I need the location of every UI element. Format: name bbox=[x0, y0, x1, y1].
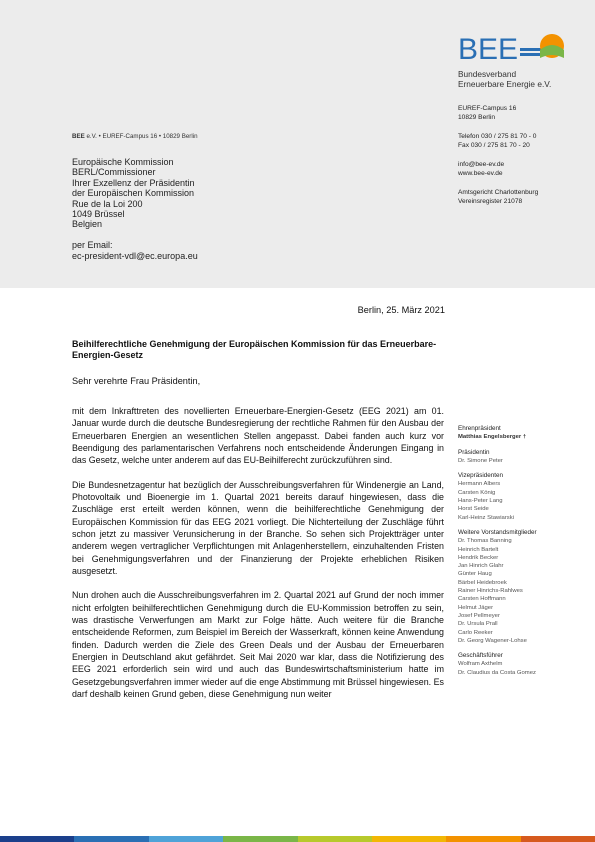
sender-line bbox=[72, 133, 198, 140]
recipient-line: Europäische Kommission bbox=[72, 157, 174, 167]
honorary-president-group bbox=[458, 425, 588, 442]
contact-phones bbox=[458, 132, 538, 151]
body-paragraph: Die Bundesnetzagentur hat bezüglich der Ausschreibungsverfahren für Windenergie an Land, Photovoltaik und Bioenergie im 1. Quartal 2021 bereits darauf hingewiesen, dass die Zuschläge erst erteilt werden können, wenn die beihilferechtliche Genehmigung der Europäischen Kommission für das EEG 2021 vorliegt. Die Nichterteilung der Zuschläge führt schon jetzt zu massiver Verunsicherung in der Branche. So sehen sich Projektträger unter anderem wegen vertraglicher Verpflichtungen mit Anlagenherstellern, einzuhaltenden Fristen bei Genehmigungsverfahren und der Finanzierung der Projekte erheblichen Risiken ausgesetzt. bbox=[72, 479, 444, 576]
sidebar-name: Josef Pellmeyer bbox=[458, 612, 500, 619]
contact-address bbox=[458, 104, 538, 123]
contact-address-line: EUREF-Campus 16 bbox=[458, 105, 517, 112]
recipient-line: 1049 Brüssel bbox=[72, 209, 125, 220]
sidebar-name: Dr. Simone Peter bbox=[458, 457, 503, 464]
president-group bbox=[458, 449, 588, 466]
sidebar-name: Jan Hinrich Glahr bbox=[458, 563, 504, 570]
board-sidebar bbox=[458, 425, 588, 684]
sender-address: e.V. • EUREF-Campus 16 • 10829 Berlin bbox=[84, 133, 198, 140]
logo-letters: BEE bbox=[458, 33, 519, 64]
contact-website-link[interactable]: www.bee-ev.de bbox=[458, 170, 503, 178]
color-bar-segment bbox=[521, 836, 595, 842]
sidebar-heading: Weitere Vorstandsmitglieder bbox=[458, 528, 537, 536]
contact-phone: Telefon 030 / 275 81 70 - 0 bbox=[458, 132, 537, 140]
recipient-line: Belgien bbox=[72, 219, 103, 230]
sidebar-heading: Geschäftsführer bbox=[458, 652, 503, 660]
sidebar-name: Carlo Reeker bbox=[458, 629, 493, 636]
sidebar-name: Carsten Hoffmann bbox=[458, 596, 506, 603]
sidebar-name: Dr. Georg Wagener-Lohse bbox=[458, 637, 527, 644]
recipient-line: Rue de la Loi 200 bbox=[72, 198, 143, 209]
color-bar-segment bbox=[372, 836, 446, 842]
recipient-line: BERL/Commissioner bbox=[72, 167, 156, 178]
contact-fax: Fax 030 / 275 81 70 - 20 bbox=[458, 142, 530, 150]
sidebar-name: Carsten König bbox=[458, 489, 496, 496]
bee-logo bbox=[458, 30, 570, 110]
sidebar-name: Rainer Hinrichs-Rahlwes bbox=[458, 588, 523, 595]
sidebar-name: Günter Haug bbox=[458, 571, 492, 578]
color-bar-segment bbox=[74, 836, 148, 842]
letter-date: Berlin, 25. März 2021 bbox=[357, 305, 445, 315]
contact-register bbox=[458, 188, 538, 207]
logo-text-line-2: Erneuerbare Energie e.V. bbox=[458, 79, 552, 89]
bee-logo-mark bbox=[458, 30, 570, 64]
sidebar-heading: Vizepräsidenten bbox=[458, 472, 504, 480]
body-paragraph: mit dem Inkrafttreten des novellierten Erneuerbare-Energien-Gesetz (EEG 2021) am 01. Januar wurde durch die deutsche Bundesregierung der rechtliche Rahmen für den Ausbau der Erneuerbaren Energien an wesentlichen Stellen angepasst. Dabei fanden auch kurz vor Beendigung des parlamentarischen Verfahrens noch entscheidende Änderungen Eingang in das Gesetz, welche unter anderem auf das EU-Beihilferecht zurückzuführen sind. bbox=[72, 406, 444, 466]
recipient-line: Ihrer Exzellenz der Präsidentin bbox=[72, 177, 195, 188]
contact-web bbox=[458, 160, 538, 179]
recipient-spacer bbox=[72, 230, 198, 240]
recipient-address bbox=[72, 157, 198, 261]
color-bar-segment bbox=[223, 836, 297, 842]
sidebar-name: Matthias Engelsberger † bbox=[458, 434, 527, 441]
recipient-email-label: per Email: bbox=[72, 240, 113, 251]
sidebar-name: Dr. Ursula Prall bbox=[458, 621, 498, 628]
color-bar-segment bbox=[149, 836, 223, 842]
sidebar-name: Karl-Heinz Stawiarski bbox=[458, 514, 514, 521]
sidebar-heading: Ehrenpräsident bbox=[458, 425, 501, 432]
letter-greeting: Sehr verehrte Frau Präsidentin, bbox=[72, 376, 201, 386]
sidebar-name: Hans-Peter Lang bbox=[458, 498, 503, 505]
sidebar-name: Helmut Jäger bbox=[458, 604, 494, 611]
sidebar-name: Bärbel Heidebroek bbox=[458, 579, 507, 586]
logo-text-line-1: Bundesverband bbox=[458, 69, 517, 79]
color-bar-segment bbox=[446, 836, 520, 842]
contact-register-line: Amtsgericht Charlottenburg bbox=[458, 188, 539, 196]
recipient-email-link[interactable]: ec-president-vdl@ec.europa.eu bbox=[72, 250, 198, 261]
management-group bbox=[458, 652, 588, 677]
contact-block bbox=[458, 104, 538, 216]
body-paragraph: Nun drohen auch die Ausschreibungsverfahren im 2. Quartal 2021 auf Grund der noch immer nicht erfolgten beihilferechtlichen Genehmigung durch die EU-Kommission betroffen zu sein, was drastische Verwerfungen am Markt zur Folge hätte. Auch weitere für die Branche entscheidende Reformen, zum Beispiel im Bereich der Wasserkraft, können keine Anwendung finden. Dadurch werden die Ziele des Green Deals und der Ausbau der Erneuerbaren Energien in Deutschland akut gefährdet. Seit Mai 2020 war klar, dass die Notifizierung des EEG 2021 erforderlich sein wird und auch das Bundeswirtschaftsministerium hatte im Gesetzgebungsverfahren immer wieder auf die enge Abstimmung mit Brüssel hingewiesen. Es darf deshalb keinen Grund geben, diese Genehmigung nun weiter bbox=[72, 590, 444, 699]
sidebar-name: Hermann Albers bbox=[458, 481, 501, 488]
vice-presidents-group bbox=[458, 472, 588, 522]
sidebar-name: Horst Seide bbox=[458, 506, 489, 513]
sidebar-name: Hendrik Becker bbox=[458, 554, 499, 561]
letter-body bbox=[72, 405, 444, 712]
sidebar-name: Dr. Thomas Banning bbox=[458, 538, 512, 545]
color-bar-segment bbox=[298, 836, 372, 842]
sidebar-name: Heinrich Bartelt bbox=[458, 546, 499, 553]
board-members-group bbox=[458, 529, 588, 645]
contact-address-line: 10829 Berlin bbox=[458, 114, 496, 122]
logo-swoosh-1 bbox=[520, 48, 542, 51]
contact-email-link[interactable]: info@bee-ev.de bbox=[458, 160, 505, 168]
color-footer-bar bbox=[0, 836, 595, 842]
color-bar-segment bbox=[0, 836, 74, 842]
sidebar-heading: Präsidentin bbox=[458, 448, 490, 456]
logo-swoosh-2 bbox=[520, 53, 542, 56]
sidebar-name: Wolfram Axthelm bbox=[458, 661, 503, 668]
letter-subject: Beihilferechtliche Genehmigung der Europäischen Kommission für das Erneuerbare-Energien-Gesetz bbox=[72, 339, 437, 360]
recipient-line: der Europäischen Kommission bbox=[72, 188, 195, 199]
sender-org: BEE bbox=[72, 133, 85, 140]
contact-register-line: Vereinsregister 21078 bbox=[458, 197, 523, 205]
sidebar-name: Dr. Claudius da Costa Gomez bbox=[458, 669, 536, 676]
